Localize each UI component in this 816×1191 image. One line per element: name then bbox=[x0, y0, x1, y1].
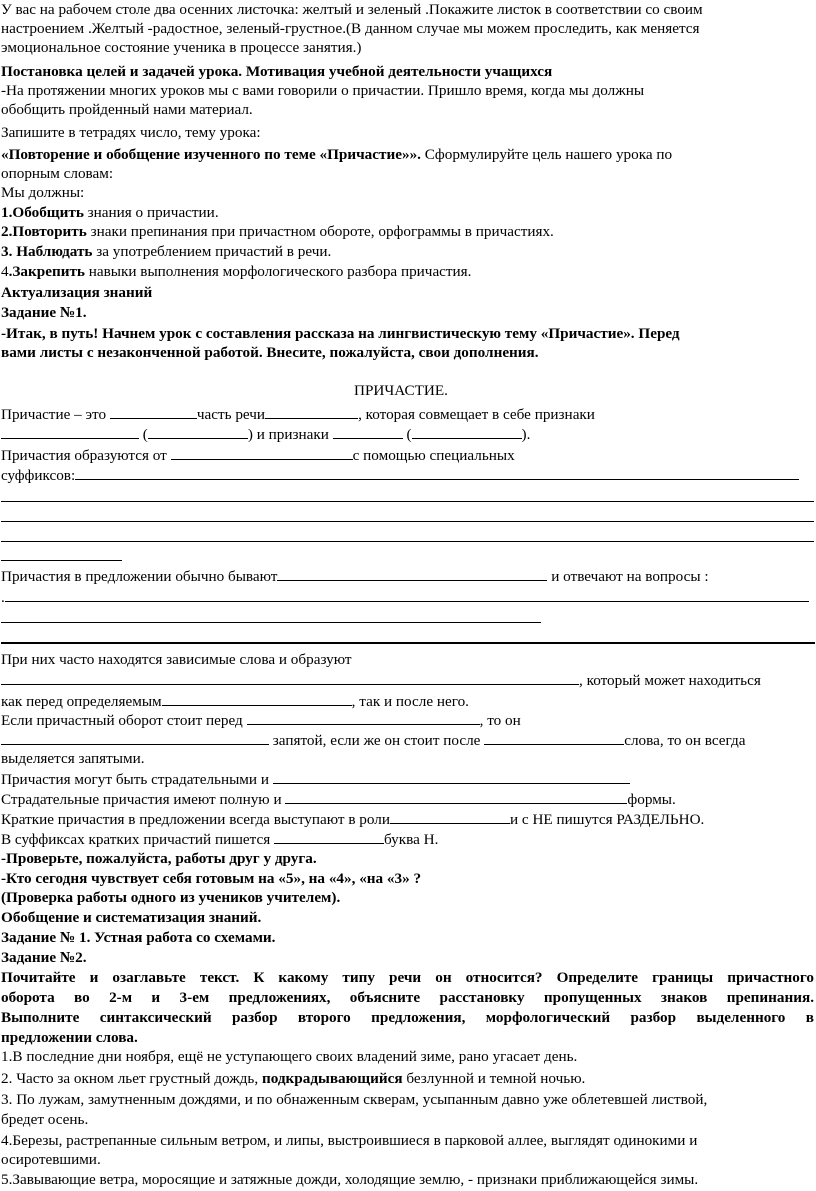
worksheet-line-11 bbox=[1, 729, 745, 750]
text: Краткие причастия в предложении всегда выступают в роли bbox=[1, 811, 390, 828]
text: ) и признаки bbox=[247, 426, 333, 443]
blank[interactable] bbox=[273, 768, 630, 784]
intro-line-2: настроением .Желтый -радостное, зеленый-грустное.(В данном случае мы можем проследить, как меняется bbox=[1, 20, 700, 37]
goal-item-3-text: за употреблением причастий в речи. bbox=[92, 243, 332, 260]
text: ). bbox=[521, 426, 531, 443]
text-sentence-1: 1.В последние дни ноября, ещё не уступающего своих владений зиме, рано угасает день. bbox=[1, 1048, 578, 1065]
check-line-1: -Проверьте, пожалуйста, работы друг у друга. bbox=[1, 850, 317, 867]
worksheet-line-15 bbox=[1, 808, 704, 829]
check-line-3: (Проверка работы одного из учеников учителем). bbox=[1, 889, 341, 906]
task-2-line-4: предложении слова. bbox=[1, 1029, 138, 1046]
worksheet-line-4 bbox=[1, 464, 799, 485]
text: с помощью специальных bbox=[352, 447, 515, 464]
intro-line-3: эмоциональное состояние ученика в процессе занятия.) bbox=[1, 39, 362, 56]
text: и с НЕ пишутся РАЗДЕЛЬНО. bbox=[509, 811, 705, 828]
text: Причастия могут быть страдательными и bbox=[1, 771, 273, 788]
goals-line-1: -На протяжении многих уроков мы с вами говорили о причастии. Пришло время, когда мы должны bbox=[1, 82, 645, 99]
blank[interactable] bbox=[412, 423, 522, 439]
goal-item-1-verb: 1.Обобщить bbox=[1, 204, 84, 221]
worksheet-line-14 bbox=[1, 788, 676, 809]
blank-line[interactable] bbox=[1, 560, 122, 561]
goal-item-4 bbox=[1, 262, 471, 281]
check-line-2: -Кто сегодня чувствует себя готовым на «5», на «4», «на «3» ? bbox=[1, 870, 422, 887]
worksheet-line-7: При них часто находятся зависимые слова и образуют bbox=[1, 651, 352, 668]
blank[interactable] bbox=[484, 729, 624, 745]
worksheet-line-9 bbox=[1, 690, 469, 711]
text-sentence-4-line-1: 4.Березы, растрепанные сильным ветром, и липы, выстроившиеся в парковой аллее, выглядят одинокими и bbox=[1, 1132, 698, 1149]
worksheet-line-10 bbox=[1, 709, 521, 730]
goals-heading: Постановка целей и задачей урока. Мотивация учебной деятельности учащихся bbox=[1, 63, 553, 80]
text: ( bbox=[139, 426, 148, 443]
goals-line-5: опорным словам: bbox=[1, 165, 114, 182]
text: . bbox=[1, 589, 5, 606]
goals-line-2: обобщить пройденный нами материал. bbox=[1, 101, 253, 118]
blank[interactable] bbox=[274, 828, 384, 844]
task-2-line-2: оборота во 2-м и 3-ем предложениях, объясните расстановку пропущенных знаков препинания. bbox=[1, 989, 814, 1006]
goals-line-3: Запишите в тетрадях число, тему урока: bbox=[1, 124, 261, 141]
goal-item-1-text: знания о причастии. bbox=[83, 204, 219, 221]
blank[interactable] bbox=[285, 788, 627, 804]
text: слова, то он всегда bbox=[624, 732, 746, 749]
text: Причастия в предложении обычно бывают bbox=[1, 568, 278, 585]
text: Если причастный оборот стоит перед bbox=[1, 712, 247, 729]
blank-line[interactable] bbox=[1, 501, 814, 502]
worksheet-line-8 bbox=[1, 669, 761, 690]
goal-item-3-verb: 3. Наблюдать bbox=[1, 243, 93, 260]
text-sentence-4-line-2: осиротевшими. bbox=[1, 1151, 101, 1168]
blank[interactable] bbox=[390, 808, 510, 824]
worksheet-line-16 bbox=[1, 828, 438, 849]
text: , которая совмещает в себе признаки bbox=[358, 406, 595, 423]
blank[interactable] bbox=[1, 729, 269, 745]
blank[interactable] bbox=[5, 586, 809, 602]
worksheet-line-3 bbox=[1, 444, 515, 465]
separator-line bbox=[1, 642, 815, 644]
text: как перед определяемым bbox=[1, 693, 162, 710]
goal-item-1 bbox=[1, 203, 219, 222]
text: 2. Часто за окном льет грустный дождь, bbox=[1, 1070, 262, 1087]
goal-item-2-verb: 2.Повторить bbox=[1, 223, 87, 240]
text: безлунной и темной ночью. bbox=[402, 1070, 586, 1087]
text: часть речи bbox=[196, 406, 266, 423]
worksheet-line-5 bbox=[1, 565, 709, 586]
intro-line-1: У вас на рабочем столе два осенних листочка: желтый и зеленый .Покажите листок в соответствии со своим bbox=[1, 1, 703, 18]
blank[interactable] bbox=[1, 423, 139, 439]
text-sentence-3-line-2: бредет осень. bbox=[1, 1111, 89, 1128]
blank[interactable] bbox=[265, 403, 358, 419]
worksheet-line-13 bbox=[1, 768, 630, 789]
worksheet-title: ПРИЧАСТИЕ. bbox=[354, 382, 448, 399]
blank[interactable] bbox=[1, 669, 579, 685]
goal-item-4-text: навыки выполнения морфологического разбора причастия. bbox=[84, 263, 472, 280]
text: Причастие – это bbox=[1, 406, 110, 423]
blank-line[interactable] bbox=[1, 521, 814, 522]
text-sentence-5: 5.Завывающие ветра, моросящие и затяжные дожди, холодящие землю, - признаки приближающейся зимы. bbox=[1, 1171, 699, 1188]
task-2-line-3: Выполните синтаксический разбор второго предложения, морфологический разбор выделенного в bbox=[1, 1009, 814, 1026]
task-1-oral-heading: Задание № 1. Устная работа со схемами. bbox=[1, 929, 276, 946]
text: буква Н. bbox=[384, 831, 439, 848]
text: формы. bbox=[627, 791, 676, 808]
text: В суффиксах кратких причастий пишется bbox=[1, 831, 275, 848]
blank-line[interactable] bbox=[1, 541, 814, 542]
blank[interactable] bbox=[171, 444, 353, 460]
text-sentence-3-line-1: 3. По лужам, замутненным дождями, и по обнаженным скверам, усыпанным давно уже облетевшей листвой, bbox=[1, 1091, 708, 1108]
goal-item-4-verb: .Закрепить bbox=[8, 263, 85, 280]
goals-line-6: Мы должны: bbox=[1, 184, 85, 201]
task-2-line-1: Почитайте и озаглавьте текст. К какому типу речи он относится? Определите границы причастного bbox=[1, 969, 814, 986]
task-1-text-2: вами листы с незаконченной работой. Внесите, пожалуйста, свои дополнения. bbox=[1, 344, 539, 361]
goal-item-3 bbox=[1, 242, 331, 261]
lesson-topic bbox=[1, 145, 672, 164]
actualization-heading: Актуализация знаний bbox=[1, 284, 153, 301]
blank[interactable] bbox=[162, 690, 352, 706]
worksheet-line-1 bbox=[1, 403, 595, 424]
worksheet-line-12: выделяется запятыми. bbox=[1, 750, 145, 767]
blank[interactable] bbox=[277, 565, 547, 581]
goal-item-4-number: 4 bbox=[1, 263, 9, 280]
goal-item-2 bbox=[1, 222, 554, 241]
text: запятой, если же он стоит после bbox=[269, 732, 485, 749]
generalization-heading: Обобщение и систематизация знаний. bbox=[1, 909, 262, 926]
text: , то он bbox=[479, 712, 521, 729]
blank[interactable] bbox=[148, 423, 248, 439]
text: Страдательные причастия имеют полную и bbox=[1, 791, 286, 808]
highlighted-word: подкрадывающийся bbox=[261, 1070, 403, 1087]
worksheet-line-6 bbox=[1, 586, 809, 607]
text: Причастия образуются от bbox=[1, 447, 171, 464]
text: суффиксов: bbox=[1, 467, 76, 484]
blank-line[interactable] bbox=[1, 622, 541, 623]
text: , так и после него. bbox=[351, 693, 469, 710]
task-1-heading: Задание №1. bbox=[1, 304, 87, 321]
goal-item-2-text: знаки препинания при причастном обороте, орфограммы в причастиях. bbox=[86, 223, 554, 240]
task-2-heading: Задание №2. bbox=[1, 949, 87, 966]
blank[interactable] bbox=[75, 464, 799, 480]
blank[interactable] bbox=[247, 709, 480, 725]
text: и отвечают на вопросы : bbox=[547, 568, 709, 585]
blank[interactable] bbox=[333, 423, 403, 439]
text: ( bbox=[402, 426, 412, 443]
text-sentence-2 bbox=[1, 1069, 585, 1088]
lesson-topic-rest: Сформулируйте цель нашего урока по bbox=[420, 146, 673, 163]
lesson-topic-bold: «Повторение и обобщение изученного по теме «Причастие»». bbox=[1, 146, 421, 163]
blank[interactable] bbox=[110, 403, 197, 419]
task-1-text-1: -Итак, в путь! Начнем урок с составления рассказа на лингвистическую тему «Причастие». Перед bbox=[1, 325, 680, 342]
worksheet-line-2 bbox=[1, 423, 530, 444]
text: , который может находиться bbox=[579, 672, 761, 689]
